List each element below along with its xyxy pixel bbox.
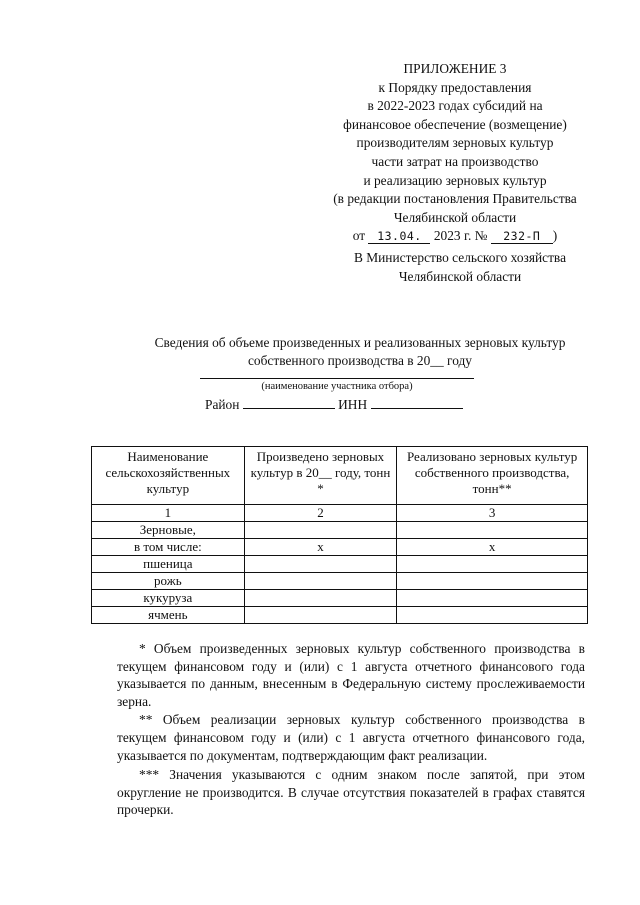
resolution-year: 2023 г. № [433, 228, 488, 244]
inn-label: ИНН [338, 397, 368, 412]
district-inn-line [205, 396, 495, 414]
participant-caption: (наименование участника отбора) [261, 381, 413, 392]
appendix-line: ПРИЛОЖЕНИЕ 3 [403, 61, 507, 76]
sold-cell: x [397, 539, 588, 556]
grain-table [91, 446, 588, 624]
table-row [92, 590, 588, 607]
title-line: Сведения об объеме произведенных и реализованных зерновых культур [154, 335, 566, 350]
table-row [92, 522, 588, 539]
sold-cell [397, 607, 588, 624]
footnotes [117, 640, 585, 821]
header-sold: Реализовано зерновых культур собственного производства, тонн** [397, 447, 588, 505]
sold-cell [397, 590, 588, 607]
closing-parenthesis: ) [552, 228, 558, 244]
table-row [92, 539, 588, 556]
resolution-date: 13.04. [368, 229, 430, 244]
table-row [92, 556, 588, 573]
addressee-block [330, 249, 590, 286]
title-line: собственного производства в 20__ году [247, 353, 473, 368]
appendix-line: части затрат на производство [371, 153, 539, 169]
header-crop-name: Наименование сельскохозяйственных культур [92, 447, 245, 505]
table-row [92, 607, 588, 624]
appendix-line: и реализацию зерновых культур [363, 172, 547, 188]
sold-cell [397, 522, 588, 539]
participant-name-field [200, 378, 474, 393]
district-label: Район [205, 397, 240, 412]
produced-cell [244, 556, 397, 573]
produced-cell [244, 590, 397, 607]
appendix-line: к Порядку предоставления [378, 79, 532, 95]
district-blank [243, 396, 335, 409]
header-produced: Произведено зерновых культур в 20__ году, тонн * [244, 447, 397, 505]
resolution-date-line [300, 227, 610, 246]
footnote: *** Значения указываются с одним знаком после запятой, при этом округление не производится. В случае отсутствия показателей в графах ставятся прочерки. [117, 767, 585, 818]
table-number-row [92, 505, 588, 522]
date-prefix: от [352, 228, 366, 244]
column-number: 1 [92, 505, 245, 522]
appendix-line: производителям зерновых культур [356, 135, 554, 151]
crop-name: в том числе: [92, 539, 245, 556]
produced-cell: x [244, 539, 397, 556]
inn-blank [371, 396, 463, 409]
produced-cell [244, 573, 397, 590]
appendix-line: финансовое обеспечение (возмещение) [343, 116, 567, 132]
crop-name: Зерновые, [92, 522, 245, 539]
crop-name: рожь [92, 573, 245, 590]
appendix-line: в 2022-2023 годах субсидий на [367, 98, 543, 114]
produced-cell [244, 522, 397, 539]
produced-cell [244, 607, 397, 624]
addressee-line: В Министерство сельского хозяйства [353, 250, 567, 265]
table-row [92, 573, 588, 590]
table-header-row [92, 447, 588, 505]
addressee-line: Челябинской области [398, 268, 522, 284]
resolution-number: 232-П [491, 229, 553, 244]
appendix-header [300, 60, 610, 246]
sold-cell [397, 556, 588, 573]
footnote: ** Объем реализации зерновых культур собственного производства в текущем финансовом году и (или) с 1 августа отчетного финансового года, указывается по документам, подтверждающим факт реализации. [117, 712, 585, 763]
crop-name: кукуруза [92, 590, 245, 607]
column-number: 2 [244, 505, 397, 522]
appendix-line: Челябинской области [393, 209, 517, 225]
crop-name: ячмень [92, 607, 245, 624]
document-title [100, 334, 620, 370]
column-number: 3 [397, 505, 588, 522]
appendix-line: (в редакции постановления Правительства [333, 191, 577, 207]
crop-name: пшеница [92, 556, 245, 573]
sold-cell [397, 573, 588, 590]
footnote: * Объем произведенных зерновых культур собственного производства в текущем финансовом году и (или) с 1 августа отчетного финансового года указывается по данным, внесенным в Федеральную систему прослеживаемости зерна. [117, 641, 585, 709]
